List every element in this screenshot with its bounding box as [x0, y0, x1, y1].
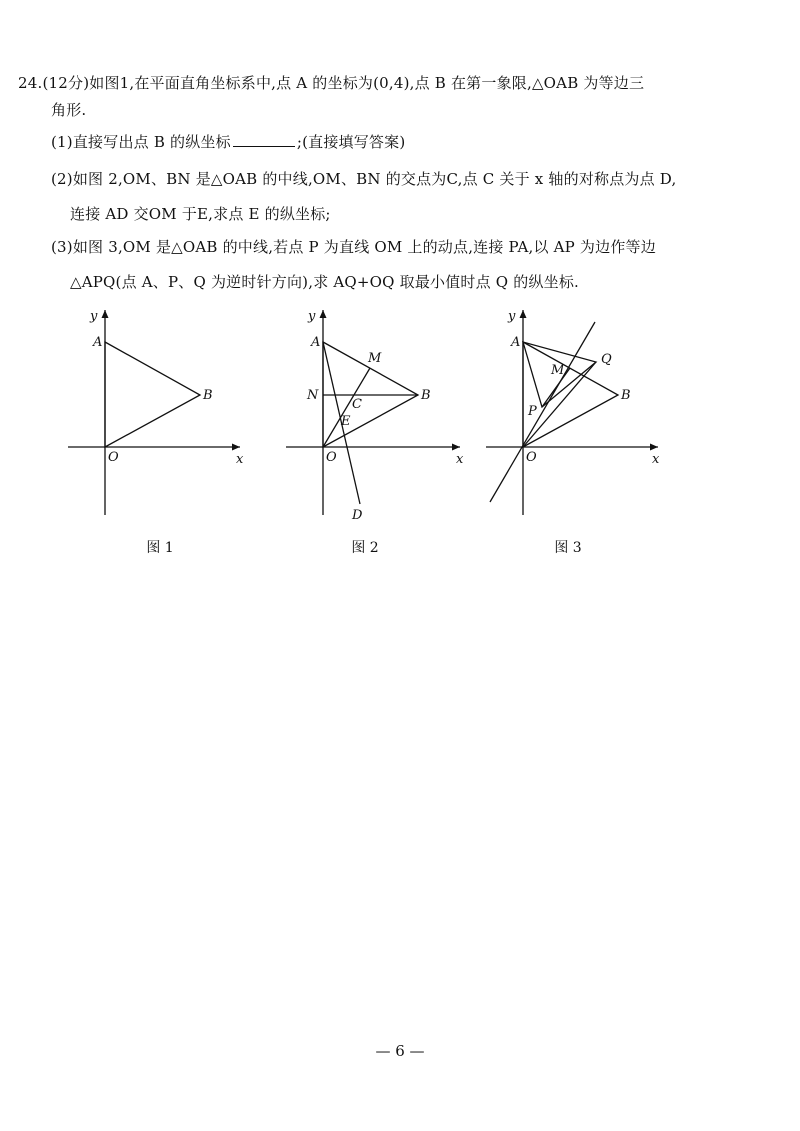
question-3-line-1: (3)如图 3,OM 是△OAB 的中线,若点 P 为直线 OM 上的动点,连接 PA,以 AP 为边作等边 [51, 238, 656, 256]
label-x: x [652, 452, 660, 467]
label-b: B [203, 388, 213, 403]
figure-1 [60, 300, 260, 525]
answer-blank [233, 132, 295, 147]
x-axis-arrow-icon [232, 444, 240, 451]
x-axis-arrow-icon [452, 444, 460, 451]
figure-2-caption: 图 2 [351, 540, 379, 556]
line-om [490, 322, 595, 502]
x-axis-arrow-icon [650, 444, 658, 451]
y-axis-arrow-icon [520, 310, 527, 318]
question-1-note: ;(直接填写答案) [296, 133, 406, 151]
label-a: A [93, 335, 103, 350]
label-q: Q [601, 352, 612, 367]
label-o: O [526, 450, 537, 465]
y-axis-arrow-icon [102, 310, 109, 318]
label-n: N [307, 388, 319, 403]
figure-3-caption: 图 3 [554, 540, 582, 556]
label-a: A [311, 335, 321, 350]
label-m: M [368, 351, 382, 366]
label-a: A [511, 335, 521, 350]
question-1-text: (1)直接写出点 B 的纵坐标 [51, 133, 231, 151]
label-o: O [326, 450, 337, 465]
label-y: y [308, 309, 316, 324]
figure-2 [278, 300, 478, 525]
problem-line-2: 角形. [51, 101, 87, 119]
triangle-oab [105, 342, 200, 447]
question-1 [51, 131, 405, 153]
question-2-line-1: (2)如图 2,OM、BN 是△OAB 的中线,OM、BN 的交点为C,点 C 关于 x 轴的对称点为点 D, [51, 170, 677, 188]
label-c: C [352, 397, 362, 412]
median-om [323, 368, 370, 447]
figure-1-caption: 图 1 [146, 540, 174, 556]
y-axis-arrow-icon [320, 310, 327, 318]
label-x: x [236, 452, 244, 467]
label-y: y [90, 309, 98, 324]
label-y: y [508, 309, 516, 324]
label-x: x [456, 452, 464, 467]
label-b: B [621, 388, 631, 403]
label-p: P [528, 404, 537, 419]
question-3-line-2: △APQ(点 A、P、Q 为逆时针方向),求 AQ+OQ 取最小值时点 Q 的纵坐标. [70, 273, 580, 291]
label-d: D [352, 508, 363, 523]
figure-3 [478, 300, 678, 525]
label-o: O [108, 450, 119, 465]
label-e: E [341, 414, 351, 429]
label-b: B [421, 388, 431, 403]
page-number: — 6 — [375, 1042, 425, 1060]
label-m: M [551, 363, 565, 378]
question-2-line-2: 连接 AD 交OM 于E,求点 E 的纵坐标; [70, 205, 331, 223]
problem-line-1: 24.(12分)如图1,在平面直角坐标系中,点 A 的坐标为(0,4),点 B 在第一象限,△OAB 为等边三 [18, 74, 645, 92]
